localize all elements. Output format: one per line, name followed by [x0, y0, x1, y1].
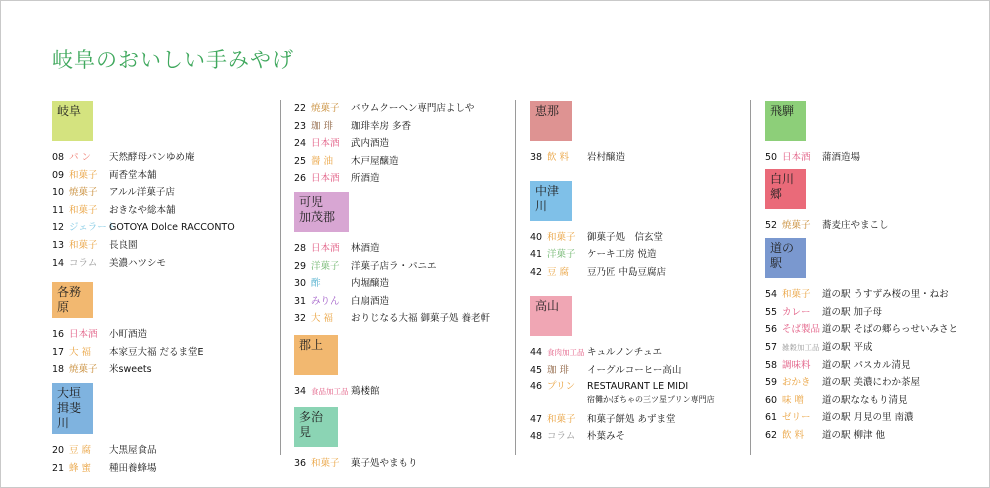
item-name: 道の駅 そばの郷らっせいみさと — [822, 324, 959, 336]
item-category: プリン — [547, 380, 576, 392]
item-category: ゼリー — [782, 412, 811, 424]
item-category: 飲 料 — [782, 429, 805, 441]
list-item — [530, 246, 745, 264]
item-name: 菓子処やまもり — [351, 457, 418, 469]
item-name: イーグルコーヒー高山 — [587, 364, 682, 376]
item-name: 小町酒造 — [109, 329, 148, 341]
list-item — [530, 362, 745, 380]
item-category: 大 福 — [69, 346, 92, 358]
list-item — [294, 153, 509, 171]
item-name: アルル洋菓子店 — [109, 187, 175, 199]
list-item — [294, 135, 509, 153]
item-number: 11 — [52, 204, 65, 216]
list-item — [765, 409, 980, 427]
item-subtitle: 宿儺かぼちゃの三ツ星プリン専門店 — [587, 394, 715, 404]
item-name: 御菓子処 信玄堂 — [587, 231, 664, 243]
region-label: 岐阜 — [52, 101, 93, 141]
region-group — [294, 192, 509, 328]
item-category: 調味料 — [782, 359, 811, 371]
item-name: RESTAURANT LE MIDI 宿儺かぼちゃの三ツ星プリン専門店 — [587, 380, 715, 404]
item-number: 09 — [52, 169, 65, 181]
list-item — [530, 344, 745, 362]
region-label: 中津川 — [530, 181, 572, 221]
item-number: 36 — [294, 457, 307, 469]
item-name: 木戸屋醸造 — [351, 155, 399, 167]
list-item — [294, 240, 509, 258]
item-name: 林酒造 — [351, 242, 380, 254]
region-label: 飛騨 — [765, 101, 806, 141]
item-number: 44 — [530, 347, 543, 359]
item-category: 焼菓子 — [782, 219, 811, 231]
item-category: コラム — [547, 431, 576, 443]
list-item — [294, 170, 509, 188]
item-name: 本家豆大福 だるま堂E — [109, 346, 204, 358]
item-name: 和菓子餅処 あずま堂 — [587, 413, 676, 425]
item-category: みりん — [311, 295, 340, 307]
item-category: ジェラート — [69, 222, 117, 234]
item-name: 両香堂本舗 — [109, 169, 157, 181]
item-number: 29 — [294, 260, 307, 272]
region-group — [530, 100, 745, 167]
item-category: 焼菓子 — [69, 364, 98, 376]
item-category: 豆 腐 — [547, 266, 570, 278]
item-category: 食品加工品 — [311, 386, 349, 396]
list-item — [530, 428, 745, 446]
item-number: 20 — [52, 444, 65, 456]
list-item — [294, 100, 509, 118]
page-title: 岐阜のおいしい手みやげ — [52, 48, 294, 72]
item-number: 25 — [294, 155, 307, 167]
region-group — [765, 238, 980, 444]
list-item — [765, 217, 980, 235]
region-group — [765, 100, 980, 167]
item-category: 雑穀加工品 — [782, 342, 820, 352]
item-category: 珈 琲 — [311, 120, 334, 132]
item-category: 蜂 蜜 — [69, 462, 92, 474]
item-name: おきなや総本舗 — [109, 204, 176, 216]
region-label: 道の駅 — [765, 238, 806, 278]
column-3 — [530, 100, 745, 446]
item-number: 56 — [765, 324, 778, 336]
list-item — [765, 321, 980, 339]
region-label: 白川郷 — [765, 169, 806, 209]
item-number: 38 — [530, 152, 543, 163]
item-name: 道の駅 月見の里 南濃 — [822, 412, 914, 424]
region-label: 大垣 揖斐川 — [52, 383, 93, 434]
item-number: 62 — [765, 429, 778, 441]
item-name: GOTOYA Dolce RACCONTO — [109, 222, 235, 234]
item-category: 日本酒 — [311, 173, 340, 185]
item-number: 12 — [52, 222, 65, 234]
item-category: 日本酒 — [311, 242, 340, 254]
list-item — [765, 357, 980, 375]
item-category: 和菓子 — [782, 289, 811, 301]
list-item — [294, 310, 509, 328]
item-number: 10 — [52, 187, 65, 199]
region-group — [294, 100, 509, 188]
item-category: 和菓子 — [69, 239, 98, 251]
item-category: 飲 料 — [547, 152, 570, 163]
item-name: 種田養蜂場 — [109, 462, 157, 474]
list-item — [52, 255, 272, 273]
item-category: 和菓子 — [547, 231, 576, 243]
item-category: 焼菓子 — [311, 103, 340, 114]
item-category: パ ン — [69, 152, 92, 163]
list-item — [52, 219, 272, 237]
list-item — [765, 149, 980, 167]
list-item — [52, 442, 272, 460]
item-category: コラム — [69, 257, 98, 269]
region-group — [294, 334, 509, 401]
item-name: 長良園 — [109, 239, 138, 251]
item-category: 豆 腐 — [69, 444, 92, 456]
item-name: 蒲酒造場 — [822, 152, 861, 163]
list-item — [52, 344, 272, 362]
item-number: 14 — [52, 257, 65, 269]
region-label: 可児 加茂郡 — [294, 192, 349, 232]
item-number: 45 — [530, 364, 543, 376]
list-item — [294, 293, 509, 311]
column-1 — [52, 100, 272, 477]
item-number: 32 — [294, 313, 307, 325]
item-number: 17 — [52, 346, 65, 358]
item-name: 珈琲幸房 多香 — [351, 120, 412, 132]
item-number: 28 — [294, 242, 307, 254]
list-item — [765, 392, 980, 410]
item-category: おかき — [782, 377, 811, 389]
item-number: 42 — [530, 266, 543, 278]
item-number: 47 — [530, 413, 543, 425]
item-name: ケーキ工房 悦造 — [587, 249, 657, 261]
list-item — [294, 383, 509, 401]
item-category: 洋菓子 — [547, 249, 576, 261]
item-category: 洋菓子 — [311, 260, 340, 272]
region-label: 恵那 — [530, 101, 572, 141]
item-number: 48 — [530, 431, 543, 443]
item-category: 和菓子 — [69, 169, 98, 181]
item-category: 和菓子 — [547, 413, 576, 425]
item-number: 08 — [52, 152, 65, 163]
item-category: 日本酒 — [782, 152, 811, 163]
item-number: 50 — [765, 152, 778, 163]
item-number: 40 — [530, 231, 543, 243]
item-name: 豆乃匠 中島豆腐店 — [587, 266, 667, 278]
column-4 — [765, 100, 980, 445]
list-item — [294, 118, 509, 136]
item-category: カレー — [782, 306, 811, 318]
list-item — [765, 339, 980, 357]
list-item — [52, 326, 272, 344]
item-category: 日本酒 — [311, 138, 340, 150]
region-group — [294, 407, 509, 473]
list-item — [52, 184, 272, 202]
item-name: 米sweets — [109, 364, 152, 376]
item-number: 54 — [765, 289, 778, 301]
item-category: 大 福 — [311, 313, 334, 325]
item-number: 21 — [52, 462, 65, 474]
item-number: 58 — [765, 359, 778, 371]
list-item — [52, 237, 272, 255]
item-category: 味 噌 — [782, 394, 805, 406]
item-name: 朴葉みそ — [587, 431, 626, 443]
item-name: 鶏楼館 — [351, 385, 380, 397]
region-group — [530, 181, 745, 282]
list-item — [52, 149, 272, 167]
item-number: 23 — [294, 120, 307, 132]
item-name: 道の駅 美濃にわか茶屋 — [822, 377, 921, 389]
item-name: 道の駅 パスカル清見 — [822, 359, 911, 371]
item-category: 日本酒 — [69, 329, 98, 341]
column-divider — [750, 100, 751, 455]
item-category: 和菓子 — [69, 204, 98, 216]
item-name: バウムクーヘン専門店よしや — [351, 103, 475, 114]
region-label: 各務原 — [52, 282, 93, 318]
column-divider — [280, 100, 281, 455]
item-name: 道の駅 柳津 他 — [822, 429, 886, 441]
list-item — [52, 361, 272, 379]
item-number: 24 — [294, 138, 307, 150]
item-name: 道の駅 平成 — [822, 341, 873, 353]
region-group — [765, 169, 980, 235]
item-name: 岩村醸造 — [587, 152, 626, 163]
item-name: 道の駅ななもり清見 — [822, 394, 908, 406]
region-group — [52, 100, 272, 272]
item-number: 52 — [765, 219, 778, 231]
list-item — [530, 264, 745, 282]
item-name: 所酒造 — [351, 173, 380, 185]
item-category: そば製品 — [782, 324, 821, 336]
region-label: 高山 — [530, 296, 572, 336]
region-group — [52, 383, 272, 477]
list-item — [52, 167, 272, 185]
item-number: 13 — [52, 239, 65, 251]
item-number: 16 — [52, 329, 65, 341]
item-number: 59 — [765, 377, 778, 389]
list-item — [52, 202, 272, 220]
list-item — [765, 374, 980, 392]
region-label: 郡上 — [294, 335, 338, 375]
item-number: 55 — [765, 306, 778, 318]
list-item — [765, 427, 980, 445]
item-category: 焼菓子 — [69, 187, 98, 199]
item-category: 和菓子 — [311, 457, 340, 469]
item-name: 道の駅 うすずみ桜の里・ねお — [822, 289, 949, 301]
item-number: 46 — [530, 380, 543, 392]
item-category: 醤 油 — [311, 155, 334, 167]
item-name: 大黒屋食品 — [109, 444, 157, 456]
list-item — [530, 411, 745, 429]
list-item — [294, 258, 509, 276]
item-number: 30 — [294, 278, 307, 290]
list-item — [530, 149, 745, 167]
item-name: 洋菓子店ラ・パニエ — [351, 260, 437, 272]
column-2 — [294, 100, 509, 472]
region-group — [530, 295, 745, 445]
item-number: 18 — [52, 364, 65, 376]
item-number: 34 — [294, 385, 307, 397]
item-number: 60 — [765, 394, 778, 406]
item-number: 22 — [294, 103, 307, 114]
item-name: 白扇酒造 — [351, 295, 390, 307]
item-name: 道の駅 加子母 — [822, 306, 883, 318]
list-item — [765, 304, 980, 322]
list-item — [530, 229, 745, 247]
item-category: 食肉加工品 — [547, 348, 585, 358]
item-category: 酢 — [311, 278, 321, 290]
item-name: 美濃ハツシモ — [109, 257, 167, 269]
item-number: 41 — [530, 249, 543, 261]
item-name: おりじなる大福 御菓子処 養老軒 — [351, 313, 491, 325]
item-number: 26 — [294, 173, 307, 185]
item-name: 武内酒造 — [351, 138, 390, 150]
item-category: 珈 琲 — [547, 364, 570, 376]
item-name: 天然酵母パンゆめ庵 — [109, 152, 195, 163]
item-name: 蕎麦庄やまこし — [822, 219, 889, 231]
region-group — [52, 282, 272, 379]
item-name: 内堀醸造 — [351, 278, 390, 290]
list-item — [294, 275, 509, 293]
list-item — [294, 455, 509, 473]
list-item — [530, 380, 745, 406]
column-divider — [515, 100, 516, 455]
item-number: 31 — [294, 295, 307, 307]
region-label: 多治見 — [294, 407, 338, 447]
item-number: 57 — [765, 341, 778, 353]
item-number: 61 — [765, 412, 778, 424]
list-item — [52, 460, 272, 478]
item-name: キュルノンチュエ — [587, 347, 662, 359]
list-item — [765, 286, 980, 304]
